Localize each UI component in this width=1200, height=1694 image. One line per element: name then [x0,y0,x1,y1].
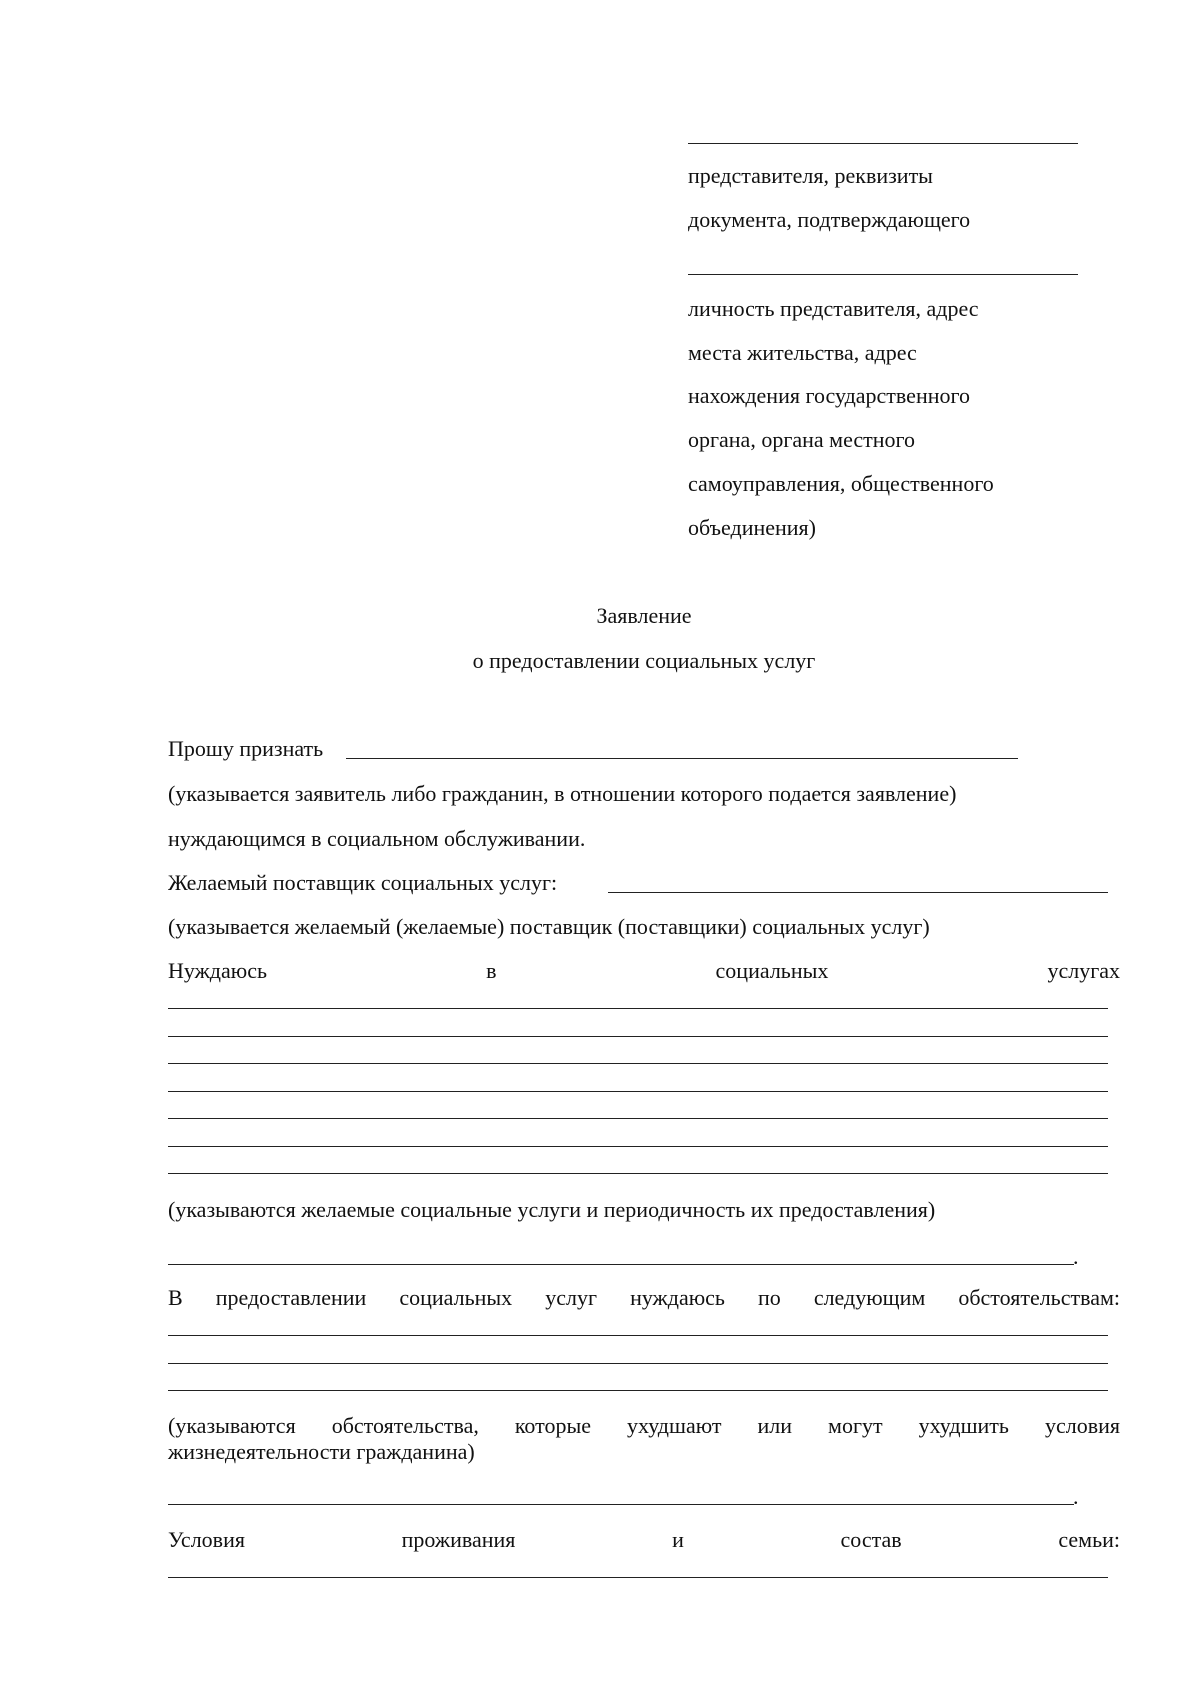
circ-word-8: обстоятельствам: [958,1285,1120,1310]
living-word-1: Условия [168,1527,245,1552]
services-hint: (указываются желаемые социальные услуги и периодичность их предоставления) [168,1197,936,1222]
services-field-line-5[interactable] [168,1118,1108,1119]
provider-label: Желаемый поставщик социальных услуг: [168,870,558,895]
circ-word-2: предоставлении [215,1285,367,1310]
services-extra-line[interactable] [168,1264,1074,1265]
recognize-applicant-field[interactable] [346,758,1018,759]
rep-line-3: личность представителя, адрес [688,296,979,321]
need-word-2: в [486,958,497,983]
circ-hint-word-2: обстоятельства, [331,1413,479,1438]
circ-word-3: социальных [399,1285,513,1310]
circ-word-4: услуг [545,1285,598,1310]
need-services-row [168,958,1120,984]
provider-hint: (указывается желаемый (желаемые) поставщик (поставщики) социальных услуг) [168,914,930,939]
rep-line-2: документа, подтверждающего [688,207,971,232]
circ-hint-word-5: или [757,1413,793,1438]
living-conditions-field-line[interactable] [168,1577,1108,1578]
rep-line-4: места жительства, адрес [688,340,917,365]
living-word-4: состав [840,1527,902,1552]
circ-word-1: В [168,1285,183,1310]
living-word-5: семьи: [1058,1527,1120,1552]
living-conditions-row [168,1527,1120,1553]
need-word-1: Нуждаюсь [168,958,267,983]
living-word-2: проживания [401,1527,516,1552]
circumstances-extra-line[interactable] [168,1504,1074,1505]
circ-word-7: следующим [813,1285,926,1310]
provider-field[interactable] [608,892,1108,893]
services-field-line-4[interactable] [168,1091,1108,1092]
circ-hint-word-4: ухудшают [627,1413,722,1438]
circ-hint-word-1: (указываются [168,1413,296,1438]
rep-line-8: объединения) [688,515,816,540]
rep-line-7: самоуправления, общественного [688,471,994,496]
document-title: Заявление [596,603,692,628]
need-word-3: социальных [715,958,829,983]
services-field-line-2[interactable] [168,1036,1108,1037]
need-word-4: услугах [1047,958,1120,983]
circumstances-field-line-3[interactable] [168,1390,1108,1391]
needs-service-text: нуждающимся в социальном обслуживании. [168,826,586,851]
representative-name-line [688,143,1078,144]
circ-hint-word-7: ухудшить [918,1413,1009,1438]
services-field-line-7[interactable] [168,1173,1108,1174]
circumstances-field-line-1[interactable] [168,1335,1108,1336]
circ-hint-word-8: условия [1044,1413,1120,1438]
circ-hint-word-6: могут [828,1413,883,1438]
recognize-hint: (указывается заявитель либо гражданин, в отношении которого подается заявление) [168,781,957,806]
rep-line-1: представителя, реквизиты [688,163,933,188]
services-field-line-3[interactable] [168,1063,1108,1064]
circ-hint-word-3: которые [514,1413,592,1438]
recognize-label: Прошу признать [168,736,324,761]
circumstances-row [168,1285,1120,1311]
services-extra-period: . [1073,1244,1079,1269]
services-field-line-1[interactable] [168,1008,1108,1009]
document-subtitle: о предоставлении социальных услуг [472,648,816,673]
living-word-3: и [672,1527,684,1552]
rep-line-6: органа, органа местного [688,427,916,452]
circumstances-hint-line-2: жизнедеятельности гражданина) [168,1439,475,1464]
circumstances-hint-row [168,1413,1120,1439]
services-field-line-6[interactable] [168,1146,1108,1147]
representative-document-line [688,274,1078,275]
rep-line-5: нахождения государственного [688,383,970,408]
circ-word-6: по [757,1285,781,1310]
circ-word-5: нуждаюсь [630,1285,725,1310]
circumstances-extra-period: . [1073,1484,1079,1509]
circumstances-field-line-2[interactable] [168,1363,1108,1364]
